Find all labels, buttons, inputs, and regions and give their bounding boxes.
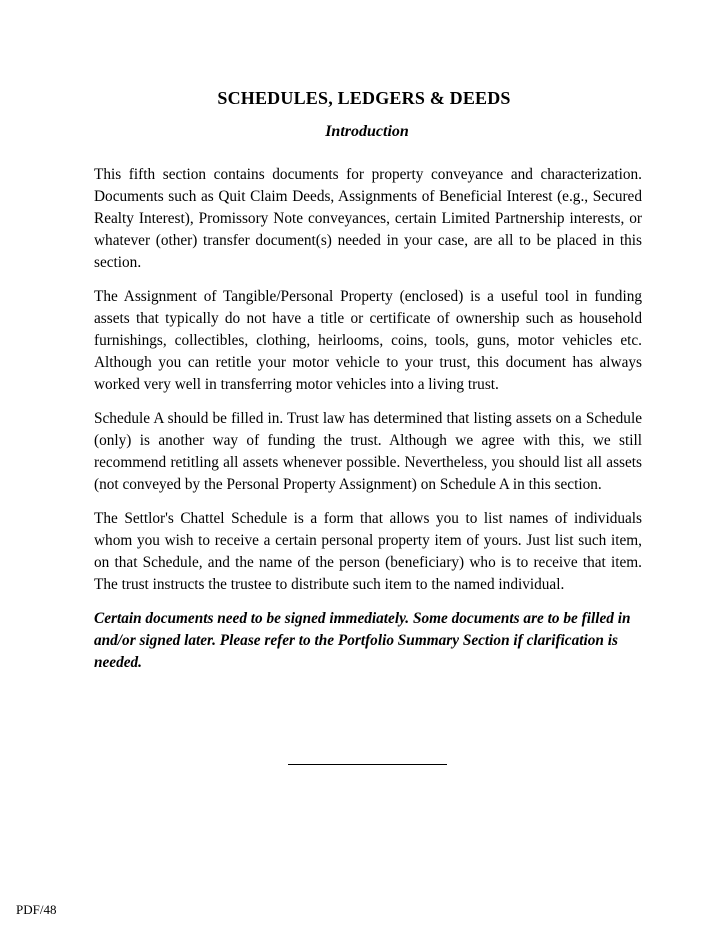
paragraph-schedule-a: Schedule A should be filled in. Trust law has determined that listing assets on a Schedule (only) is another way of funding the trust. Although we agree with this, we still recommend retitling all assets whenever possible. Nevertheless, you should list all assets (not conveyed by the Personal Property Assignment) on Schedule A in this section. [94, 410, 642, 493]
signing-note: Certain documents need to be signed immediately. Some documents are to be filled in and/or signed later. Please refer to the Portfolio Summary Section if clarification is needed. [94, 610, 631, 671]
paragraph-chattel-schedule: The Settlor's Chattel Schedule is a form that allows you to list names of individuals whom you wish to receive a certain personal property item of yours. Just list such item, on that Schedule, and the name of the person (beneficiary) who is to receive that item. The trust instructs the trustee to distribute such item to the named individual. [94, 510, 642, 593]
page-title: SCHEDULES, LEDGERS & DEEDS [217, 88, 511, 108]
section-subtitle: Introduction [325, 123, 409, 140]
document-body [94, 164, 642, 686]
paragraph-assignment: The Assignment of Tangible/Personal Property (enclosed) is a useful tool in funding assets that typically do not have a title or certificate of ownership such as household furnishings, collectibles, clothing, heirlooms, coins, tools, guns, motor vehicles etc. Although you can retitle your motor vehicle to your trust, this document has always worked very well in transferring motor vehicles into a living trust. [94, 288, 642, 393]
horizontal-rule [288, 764, 447, 765]
page-number: PDF/48 [16, 902, 57, 917]
paragraph-intro: This fifth section contains documents for property conveyance and characterization. Documents such as Quit Claim Deeds, Assignments of Beneficial Interest (e.g., Secured Realty Interest), Promissory Note conveyances, certain Limited Partnership interests, or whatever (other) transfer document(s) needed in your case, are all to be placed in this section. [94, 166, 642, 271]
